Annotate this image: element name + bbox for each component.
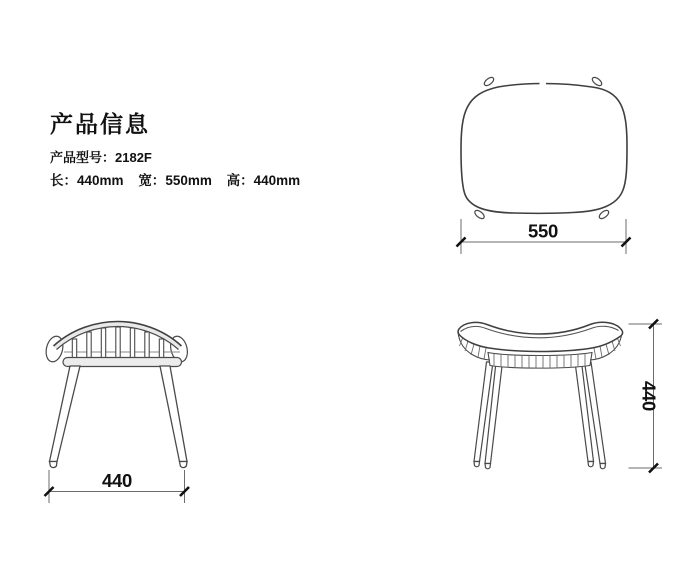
front-view-drawing (25, 306, 215, 511)
front-rail (63, 358, 182, 367)
height-dimension (629, 320, 663, 473)
side-view-drawing (435, 306, 675, 511)
seat-outline (461, 84, 627, 214)
left-leg (50, 366, 81, 462)
top-view-drawing (440, 58, 670, 260)
top-view-dimension-label: 550 (528, 220, 558, 242)
right-leg (160, 366, 187, 462)
width-spec (138, 173, 212, 188)
product-dimensions-line (50, 169, 300, 189)
height-value: 440mm (253, 173, 301, 188)
front-view-dimension-label: 440 (102, 470, 132, 491)
product-model-line (50, 147, 152, 166)
left-front-foot (474, 462, 480, 467)
left-foot (50, 462, 58, 468)
right-front-foot (588, 462, 594, 467)
width-value: 550mm (165, 173, 212, 188)
legs (50, 366, 188, 468)
width-dimension (457, 219, 631, 254)
legs (474, 362, 606, 469)
model-value: 2182F (115, 150, 152, 165)
skirt-band (488, 353, 592, 369)
side-view-dimension-label: 440 (638, 381, 660, 411)
length-label: 长： (50, 173, 77, 188)
right-back-foot (600, 464, 606, 469)
height-label: 高： (226, 173, 254, 188)
page-title: 产品信息 (50, 111, 150, 137)
length-dimension (45, 470, 190, 503)
left-back-foot (485, 464, 491, 469)
length-value: 440mm (77, 173, 124, 188)
height-spec (227, 173, 301, 188)
seam-gap (540, 81, 547, 87)
length-spec (50, 173, 124, 188)
model-label: 产品型号： (50, 150, 116, 165)
width-label: 宽： (138, 173, 166, 188)
right-foot (180, 462, 188, 468)
